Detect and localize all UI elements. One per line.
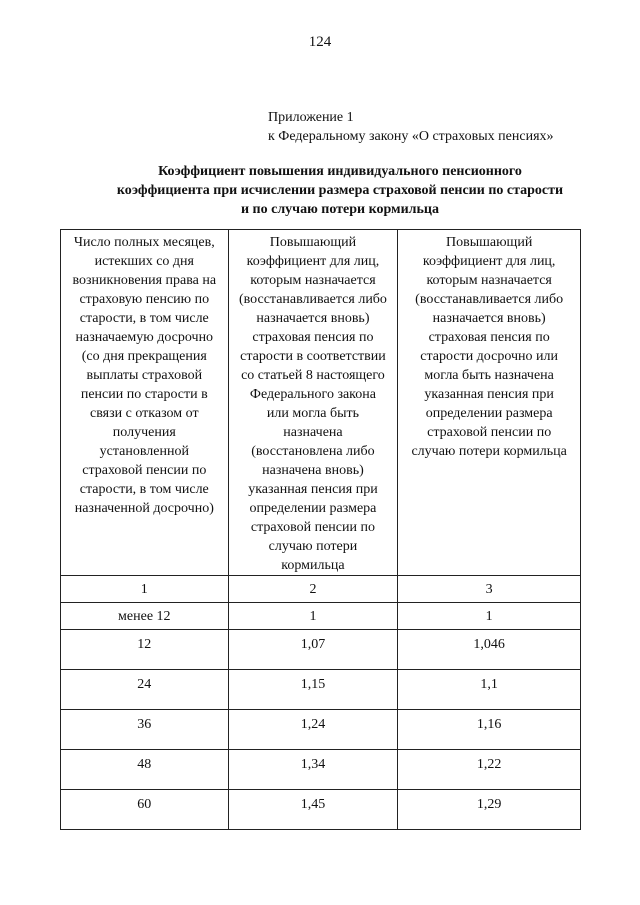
- coefficient-cell: 1,15: [228, 670, 398, 710]
- coefficient-cell: 1,046: [398, 630, 581, 670]
- coefficient-cell: 1: [228, 603, 398, 630]
- coefficient-cell: 1,24: [228, 710, 398, 750]
- months-cell: 60: [61, 790, 229, 830]
- table-row: [61, 750, 581, 790]
- months-cell: 36: [61, 710, 229, 750]
- title-line: коэффициента при исчислении размера страховой пенсии по старости: [116, 183, 564, 198]
- column-number: 2: [228, 576, 398, 603]
- table-row: [61, 630, 581, 670]
- coefficient-cell: 1,07: [228, 630, 398, 670]
- appendix-law-reference: к Федеральному закону «О страховых пенсиях»: [268, 129, 554, 144]
- appendix-reference: [268, 108, 554, 146]
- coefficient-cell: 1,16: [398, 710, 581, 750]
- page-number: 124: [308, 34, 332, 50]
- title-line: Коэффициент повышения индивидуального пенсионного: [158, 164, 522, 179]
- coefficient-table: [60, 229, 581, 830]
- coefficient-cell: 1,22: [398, 750, 581, 790]
- table-header-row: [61, 230, 581, 576]
- title-line: и по случаю потери кормильца: [240, 202, 439, 217]
- column-number: 1: [61, 576, 229, 603]
- coefficient-cell: 1: [398, 603, 581, 630]
- coefficient-cell: 1,45: [228, 790, 398, 830]
- months-cell: менее 12: [61, 603, 229, 630]
- header-coefficient-general: Повышающий коэффициент для лиц, которым назначается (восстанавливается либо назначается вновь) страховая пенсия по старости в соответствии со статьей 8 настоящего Федерального закона или могла быть назначена (восстановлена либо назначена вновь) указанная пенсия при определении размера страховой пенсии по случаю потери кормильца: [228, 230, 398, 576]
- coefficient-cell: 1,34: [228, 750, 398, 790]
- months-cell: 24: [61, 670, 229, 710]
- months-cell: 48: [61, 750, 229, 790]
- appendix-label: Приложение 1: [268, 110, 354, 125]
- header-coefficient-early: Повышающий коэффициент для лиц, которым назначается (восстанавливается либо назначается вновь) страховая пенсия по старости досрочно или могла быть назначена указанная пенсия при определении размера страховой пенсии по случаю потери кормильца: [398, 230, 581, 576]
- table-row: [61, 790, 581, 830]
- column-number: 3: [398, 576, 581, 603]
- table-row: [61, 670, 581, 710]
- column-number-row: [61, 576, 581, 603]
- document-title: [90, 162, 590, 219]
- table-row: [61, 710, 581, 750]
- coefficient-cell: 1,1: [398, 670, 581, 710]
- header-months: Число полных месяцев, истекших со дня возникновения права на страховую пенсию по старости, в том числе назначаемую досрочно (со дня прекращения выплаты страховой пенсии по старости в связи с отказом от получения установленной страховой пенсии по старости, в том числе назначенной досрочно): [61, 230, 229, 576]
- table-row: [61, 603, 581, 630]
- coefficient-cell: 1,29: [398, 790, 581, 830]
- months-cell: 12: [61, 630, 229, 670]
